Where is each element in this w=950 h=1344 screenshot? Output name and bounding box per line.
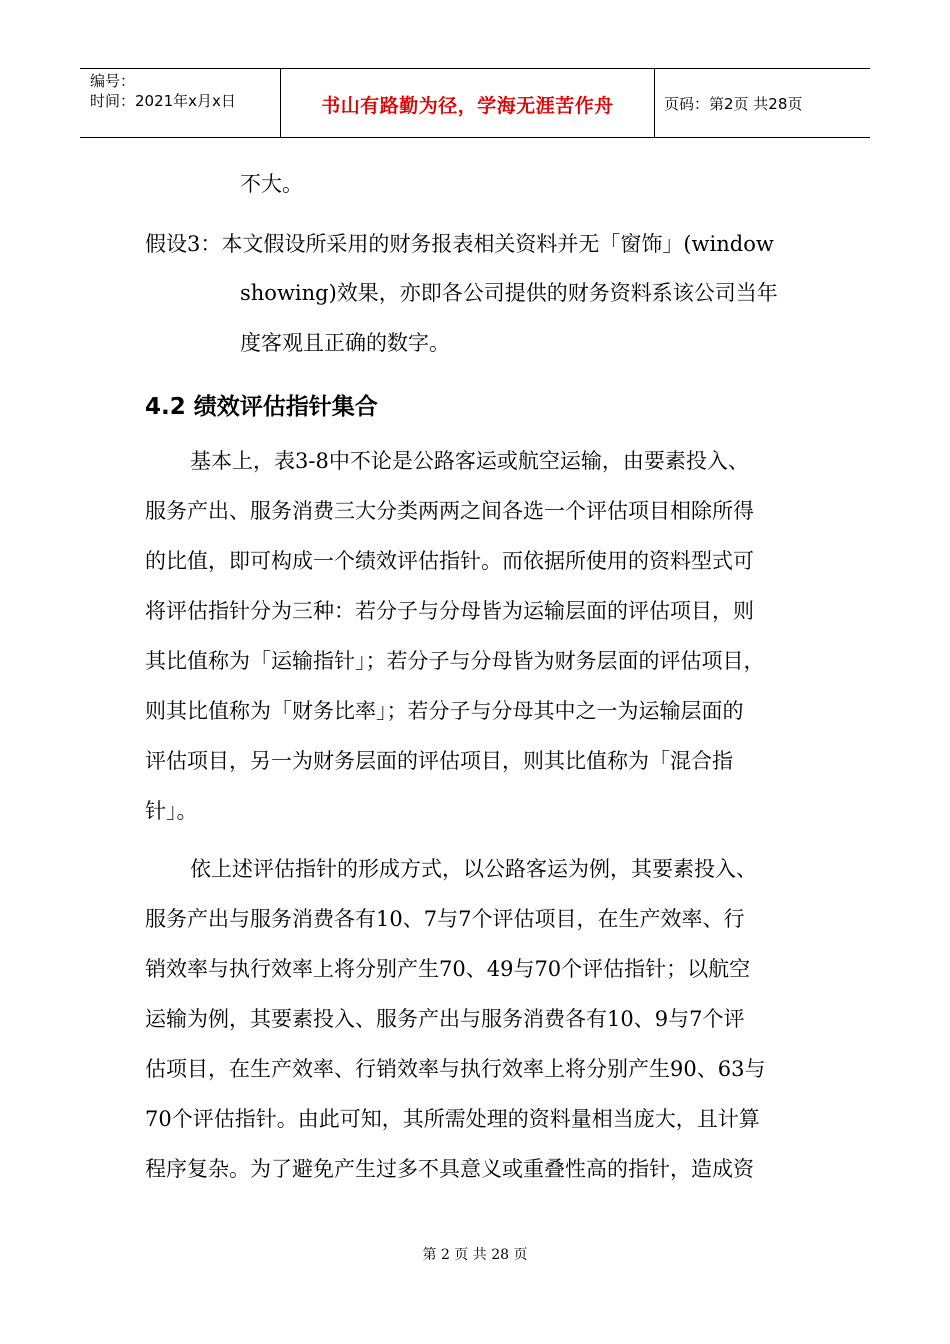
text-line: 销效率与执行效率上将分别产生70、49与70个评估指针；以航空 — [145, 957, 751, 981]
text-line: 70个评估指针。由此可知，其所需处理的资料量相当庞大，且计算 — [145, 1107, 760, 1131]
text-line: 评估项目，另一为财务层面的评估项目，则其比值称为「混合指 — [145, 749, 733, 773]
header-meta — [90, 71, 236, 111]
text-line: 则其比值称为「财务比率」；若分子与分母其中之一为运输层面的 — [145, 699, 744, 723]
text-line: 服务产出与服务消费各有10、7与7个评估项目，在生产效率、行 — [145, 907, 745, 931]
text-line: 的比值，即可构成一个绩效评估指针。而依据所使用的资料型式可 — [145, 549, 754, 573]
section-heading: 4.2 绩效评估指针集合 — [145, 394, 378, 420]
document-header — [80, 68, 870, 138]
text-line: 不大。 — [240, 172, 303, 196]
text-line: showing)效果，亦即各公司提供的财务资料系该公司当年 — [240, 281, 778, 305]
text-line: 针」。 — [145, 799, 198, 823]
text-line: 其比值称为「运输指针」；若分子与分母皆为财务层面的评估项目， — [145, 649, 765, 673]
header-divider — [654, 69, 655, 137]
text-line: 基本上，表3-8中不论是公路客运或航空运输，由要素投入、 — [190, 449, 749, 473]
text-line: 度客观且正确的数字。 — [240, 331, 450, 355]
text-line: 依上述评估指针的形成方式，以公路客运为例，其要素投入、 — [190, 857, 757, 881]
text-line: 将评估指针分为三种：若分子与分母皆为运输层面的评估项目，则 — [145, 599, 754, 623]
time-label: 时间：2021年x月x日 — [90, 92, 236, 110]
header-page-info: 页码：第2页 共28页 — [664, 95, 803, 113]
text-line: 运输为例，其要素投入、服务产出与服务消费各有10、9与7个评 — [145, 1007, 745, 1031]
text-line: 服务产出、服务消费三大分类两两之间各选一个评估项目相除所得 — [145, 499, 754, 523]
number-label: 编号： — [90, 72, 136, 90]
text-line: 估项目，在生产效率、行销效率与执行效率上将分别产生90、63与 — [145, 1057, 766, 1081]
header-motto: 书山有路勤为径，学海无涯苦作舟 — [321, 95, 614, 117]
page-footer: 第 2 页 共 28 页 — [422, 1247, 528, 1263]
text-line: 程序复杂。为了避免产生过多不具意义或重叠性高的指针，造成资 — [145, 1157, 754, 1181]
text-line: 假设3：本文假设所采用的财务报表相关资料并无「窗饰」(window — [145, 232, 774, 256]
